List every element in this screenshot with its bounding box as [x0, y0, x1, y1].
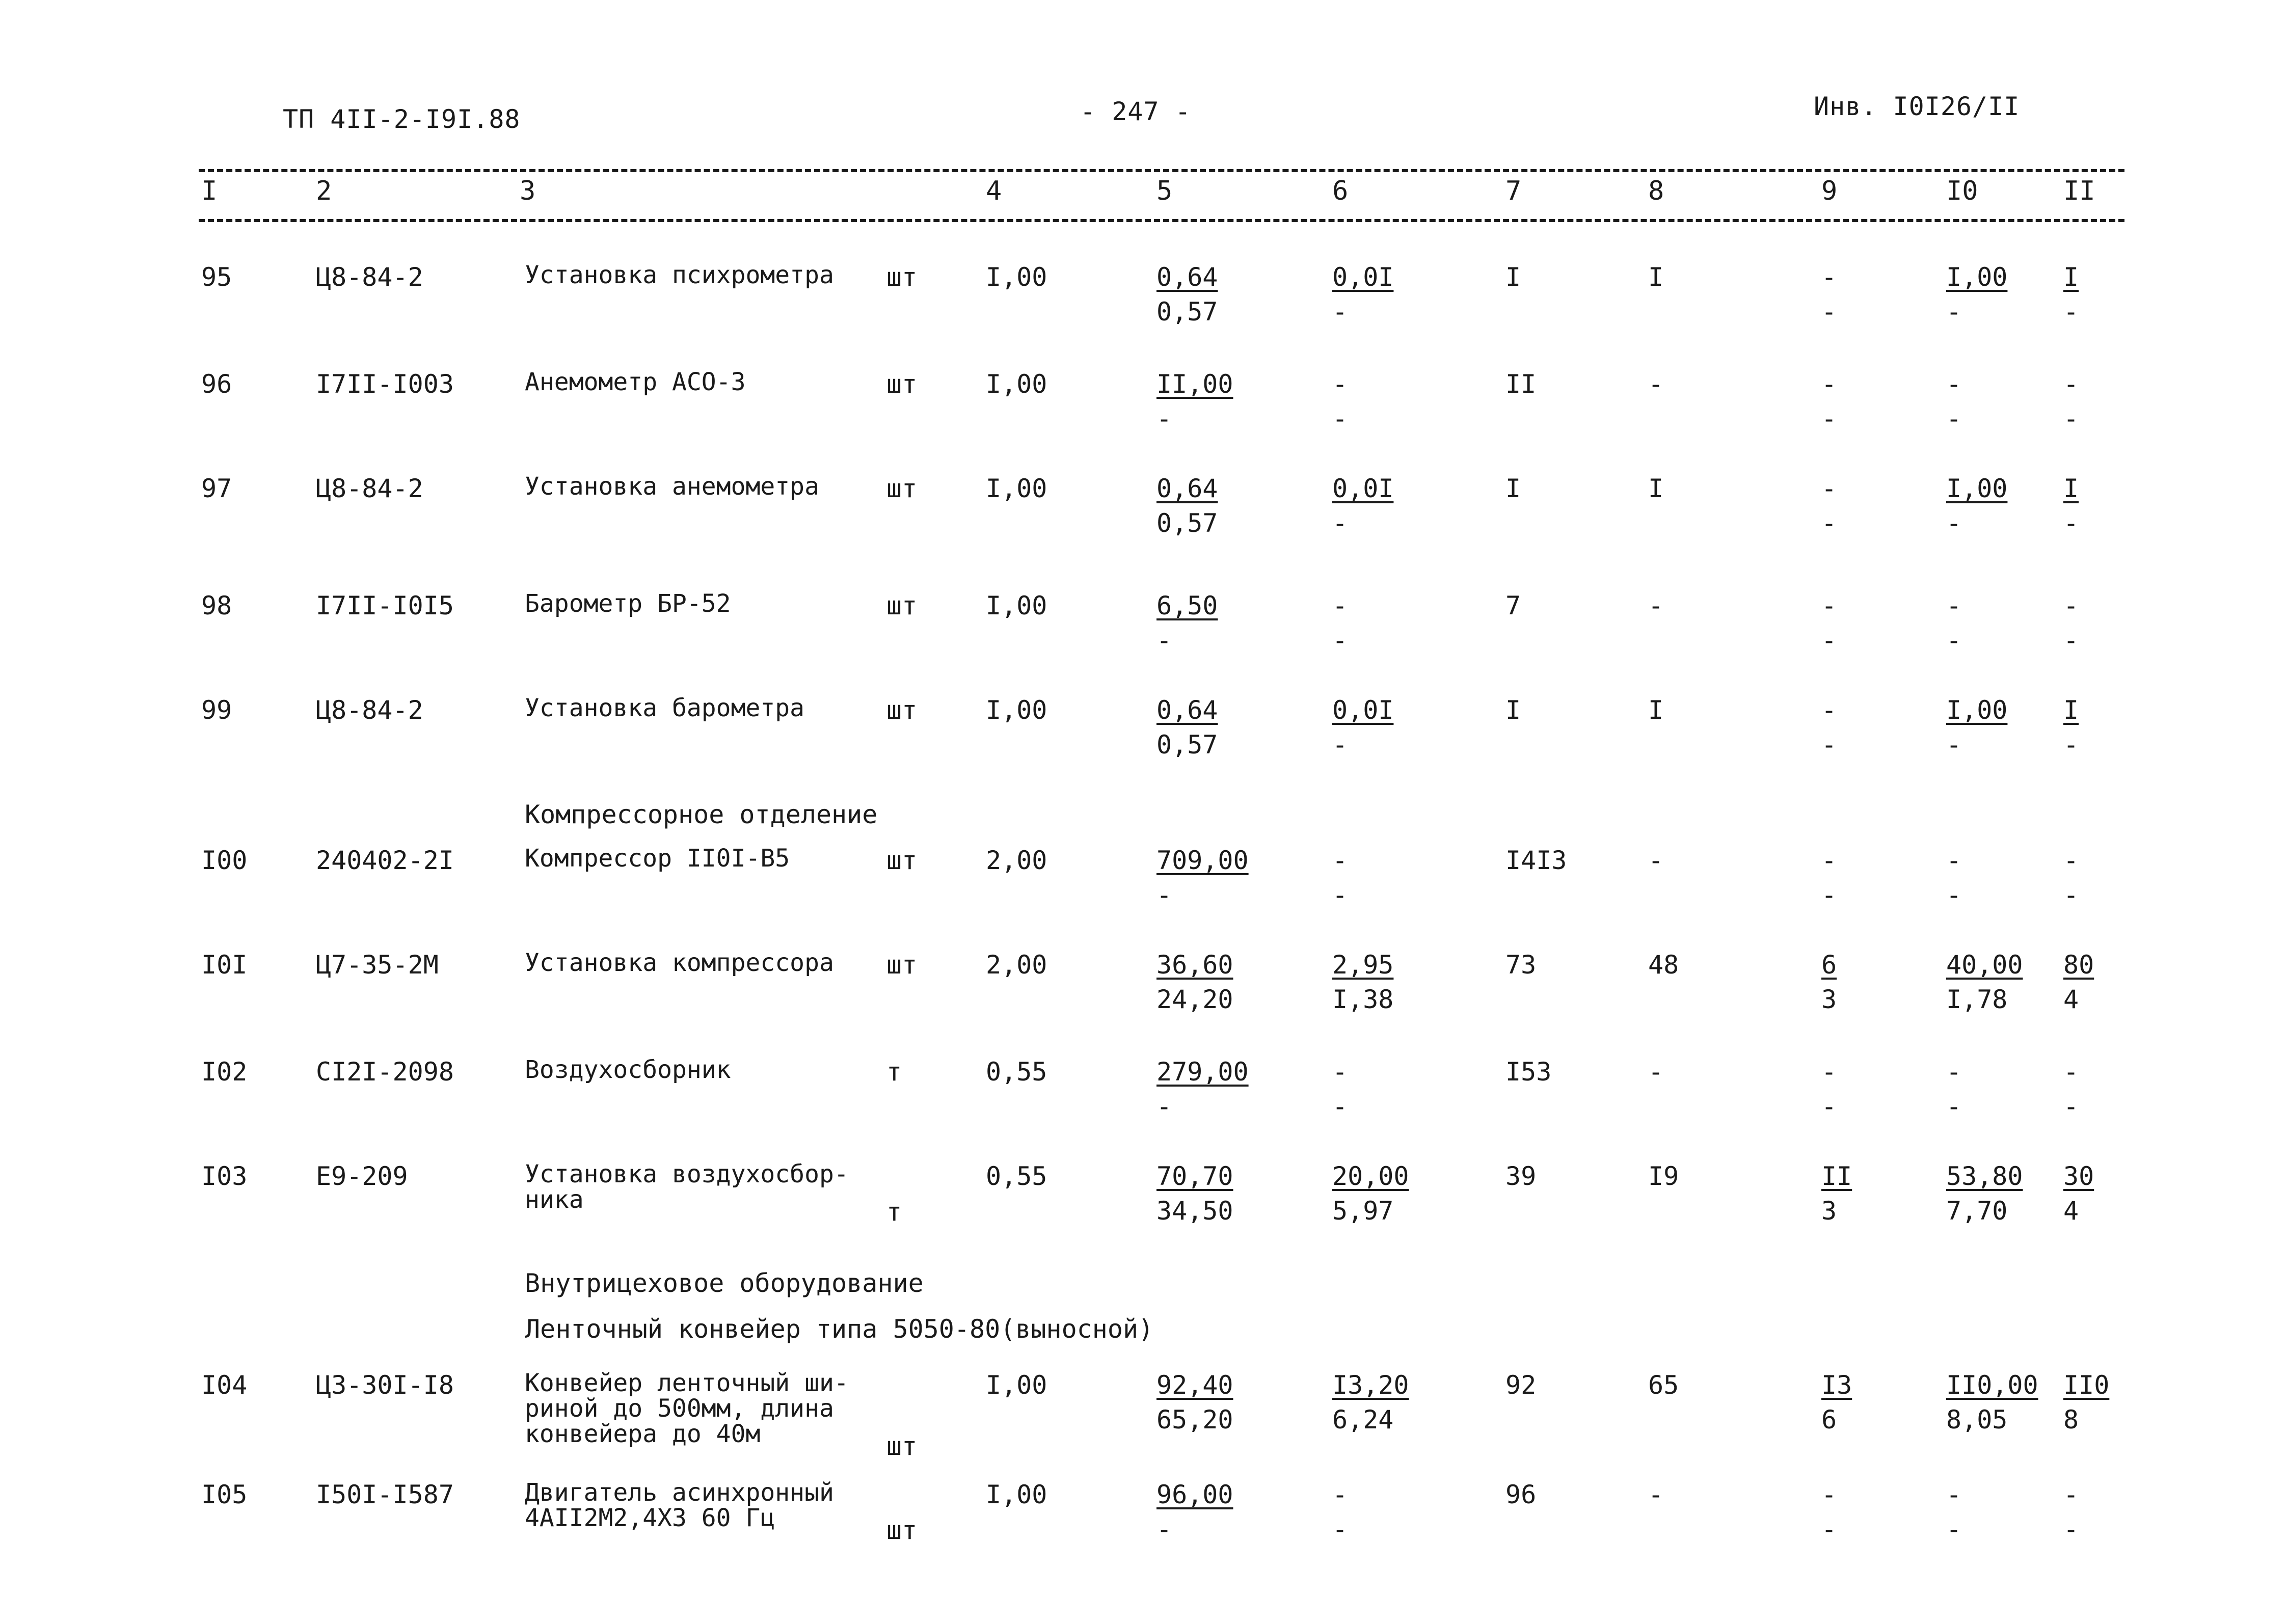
cell-col10-top: - — [1946, 591, 1962, 620]
cell-number: 98 — [201, 591, 232, 620]
cell-col5-bottom: 0,57 — [1156, 297, 1218, 327]
cell-col7: I — [1505, 262, 1521, 292]
cell-col9-bottom: - — [1821, 730, 1837, 760]
cell-description: Установка барометра — [525, 694, 805, 722]
cell-col8: 48 — [1648, 950, 1679, 980]
cell-col5-top: 6,50 — [1156, 591, 1218, 620]
table-row — [0, 474, 2287, 576]
cell-col8: I — [1648, 695, 1664, 725]
cell-code: Ц8-84-2 — [316, 262, 423, 292]
cell-col9-bottom: - — [1821, 626, 1837, 655]
cell-description: Установка компрессора — [525, 949, 834, 977]
cell-col7: II — [1505, 369, 1537, 399]
cell-code: I50I-I587 — [316, 1480, 454, 1509]
cell-col11-top: II0 — [2063, 1370, 2110, 1400]
table-top-rule — [199, 169, 2124, 172]
column-header: 3 — [520, 176, 536, 206]
cell-col6-top: 2,95 — [1332, 950, 1394, 980]
table-row — [0, 1370, 2287, 1472]
cell-col7: 39 — [1505, 1161, 1537, 1191]
page-number: - 247 - — [1080, 97, 1191, 126]
cell-col6-top: - — [1332, 369, 1348, 399]
cell-col10-top: I,00 — [1946, 474, 2008, 503]
cell-col6-top: I3,20 — [1332, 1370, 1409, 1400]
cell-col5-top: 279,00 — [1156, 1057, 1249, 1087]
cell-number: I03 — [201, 1161, 248, 1191]
cell-col9-top: II — [1821, 1161, 1852, 1191]
cell-col5-top: 0,64 — [1156, 695, 1218, 725]
column-header: II — [2063, 176, 2095, 206]
cell-col5-bottom: 34,50 — [1156, 1196, 1233, 1226]
cell-col6-bottom: - — [1332, 626, 1348, 655]
cell-number: I02 — [201, 1057, 248, 1087]
column-header: 7 — [1505, 176, 1522, 206]
table-row — [0, 1057, 2287, 1159]
cell-col8: - — [1648, 369, 1664, 399]
cell-unit: шт — [886, 950, 918, 980]
cell-col10-bottom: - — [1946, 730, 1962, 760]
column-header: 9 — [1821, 176, 1838, 206]
cell-col5-bottom: - — [1156, 626, 1172, 655]
cell-col9-bottom: - — [1821, 880, 1837, 910]
cell-col10-bottom: 7,70 — [1946, 1196, 2008, 1226]
cell-description: Компрессор II0I-В5 — [525, 844, 790, 873]
cell-code: Ц7-35-2М — [316, 950, 439, 980]
cell-number: I05 — [201, 1480, 248, 1509]
cell-col5-top: 96,00 — [1156, 1480, 1233, 1509]
cell-col9-top: - — [1821, 1480, 1837, 1509]
cell-col6-top: - — [1332, 591, 1348, 620]
cell-col9-bottom: - — [1821, 1092, 1837, 1121]
cell-col6-bottom: - — [1332, 730, 1348, 760]
cell-col11-bottom: - — [2063, 297, 2079, 327]
cell-col9-top: - — [1821, 1057, 1837, 1087]
cell-col11-top: I — [2063, 262, 2079, 292]
cell-unit: шт — [886, 369, 918, 399]
table-row — [0, 591, 2287, 693]
cell-col9-bottom: - — [1821, 404, 1837, 434]
cell-col6-top: - — [1332, 1057, 1348, 1087]
cell-col11-top: - — [2063, 591, 2079, 620]
cell-col6-bottom: - — [1332, 297, 1348, 327]
cell-col5-top: 36,60 — [1156, 950, 1233, 980]
cell-unit: шт — [886, 262, 918, 292]
cell-col9-top: - — [1821, 695, 1837, 725]
cell-unit: шт — [886, 695, 918, 725]
column-header: 8 — [1648, 176, 1664, 206]
section-heading-internal-equipment: Внутрицеховое оборудование — [525, 1268, 924, 1298]
cell-unit: шт — [886, 846, 918, 875]
cell-col9-bottom: - — [1821, 297, 1837, 327]
cell-col7: I — [1505, 695, 1521, 725]
cell-col5-top: 0,64 — [1156, 474, 1218, 503]
cell-col10-top: - — [1946, 1480, 1962, 1509]
cell-col8: I9 — [1648, 1161, 1679, 1191]
cell-col10-top: - — [1946, 846, 1962, 875]
cell-quantity: I,00 — [986, 369, 1047, 399]
cell-col9-bottom: 3 — [1821, 1196, 1837, 1226]
cell-code: Ц8-84-2 — [316, 695, 423, 725]
cell-col5-bottom: - — [1156, 880, 1172, 910]
cell-col10-bottom: - — [1946, 626, 1962, 655]
cell-code: Ц8-84-2 — [316, 474, 423, 503]
cell-col6-top: 0,0I — [1332, 474, 1394, 503]
cell-col7: I4I3 — [1505, 846, 1567, 875]
cell-unit: шт — [886, 474, 918, 503]
cell-col7: 96 — [1505, 1480, 1537, 1509]
cell-col7: 92 — [1505, 1370, 1537, 1400]
cell-number: 97 — [201, 474, 232, 503]
cell-col5-bottom: - — [1156, 1092, 1172, 1121]
section-heading-compressor: Компрессорное отделение — [525, 800, 878, 829]
column-header: 2 — [316, 176, 332, 206]
cell-col6-bottom: 6,24 — [1332, 1405, 1394, 1434]
cell-col6-bottom: - — [1332, 508, 1348, 538]
cell-col11-bottom: - — [2063, 730, 2079, 760]
table-row — [0, 1161, 2287, 1263]
table-row — [0, 950, 2287, 1052]
cell-col5-bottom: 24,20 — [1156, 985, 1233, 1014]
cell-number: 96 — [201, 369, 232, 399]
cell-col9-top: 6 — [1821, 950, 1837, 980]
cell-col11-top: 30 — [2063, 1161, 2094, 1191]
cell-col7: 7 — [1505, 591, 1521, 620]
cell-code: I7II-I003 — [316, 369, 454, 399]
cell-col7: I — [1505, 474, 1521, 503]
cell-col6-top: - — [1332, 1480, 1348, 1509]
cell-col6-bottom: - — [1332, 1514, 1348, 1544]
cell-col10-top: 40,00 — [1946, 950, 2023, 980]
cell-col10-bottom: - — [1946, 297, 1962, 327]
cell-col11-bottom: - — [2063, 880, 2079, 910]
cell-col11-bottom: - — [2063, 626, 2079, 655]
table-row — [0, 846, 2287, 948]
cell-quantity: I,00 — [986, 474, 1047, 503]
cell-col10-bottom: - — [1946, 1514, 1962, 1544]
cell-quantity: I,00 — [986, 1480, 1047, 1509]
cell-quantity: I,00 — [986, 591, 1047, 620]
cell-code: СI2I-2098 — [316, 1057, 454, 1087]
cell-col9-top: - — [1821, 369, 1837, 399]
table-row — [0, 695, 2287, 797]
cell-quantity: 0,55 — [986, 1161, 1047, 1191]
cell-col6-top: 20,00 — [1332, 1161, 1409, 1191]
cell-number: 95 — [201, 262, 232, 292]
cell-col11-top: - — [2063, 369, 2079, 399]
cell-col10-top: - — [1946, 1057, 1962, 1087]
cell-col8: - — [1648, 1480, 1664, 1509]
cell-col8: - — [1648, 591, 1664, 620]
cell-col10-top: - — [1946, 369, 1962, 399]
cell-col10-bottom: - — [1946, 404, 1962, 434]
cell-col9-bottom: 3 — [1821, 985, 1837, 1014]
cell-col11-top: - — [2063, 1480, 2079, 1509]
cell-code: 240402-2I — [316, 846, 454, 875]
cell-unit: т — [886, 1197, 902, 1227]
cell-col5-bottom: 0,57 — [1156, 508, 1218, 538]
cell-description: Установка анемометра — [525, 472, 819, 501]
cell-unit: шт — [886, 1431, 918, 1461]
cell-quantity: I,00 — [986, 262, 1047, 292]
cell-col11-top: - — [2063, 846, 2079, 875]
cell-col9-top: - — [1821, 262, 1837, 292]
cell-col6-bottom: - — [1332, 1092, 1348, 1121]
cell-quantity: 2,00 — [986, 950, 1047, 980]
cell-code: I7II-I0I5 — [316, 591, 454, 620]
cell-col8: 65 — [1648, 1370, 1679, 1400]
cell-col6-bottom: 5,97 — [1332, 1196, 1394, 1226]
section-heading-conveyor: Ленточный конвейер типа 5050-80(выносной) — [525, 1314, 1154, 1344]
cell-col5-top: II,00 — [1156, 369, 1233, 399]
cell-col10-top: I,00 — [1946, 262, 2008, 292]
cell-col6-bottom: - — [1332, 404, 1348, 434]
cell-col9-bottom: - — [1821, 1514, 1837, 1544]
cell-description: Установка воздухосбор- ника — [525, 1160, 849, 1214]
cell-number: I04 — [201, 1370, 248, 1400]
cell-col5-top: 70,70 — [1156, 1161, 1233, 1191]
cell-code: Е9-209 — [316, 1161, 408, 1191]
cell-col11-top: I — [2063, 474, 2079, 503]
table-row — [0, 1480, 2287, 1582]
cell-col5-bottom: - — [1156, 1514, 1172, 1544]
cell-col9-top: - — [1821, 591, 1837, 620]
column-header: 4 — [986, 176, 1002, 206]
cell-description: Конвейер ленточный ши- риной до 500мм, длина конвейера до 40м — [525, 1369, 849, 1448]
cell-col5-bottom: 65,20 — [1156, 1405, 1233, 1434]
cell-quantity: I,00 — [986, 1370, 1047, 1400]
table-row — [0, 262, 2287, 364]
cell-col11-bottom: - — [2063, 508, 2079, 538]
cell-col6-bottom: - — [1332, 880, 1348, 910]
cell-number: 99 — [201, 695, 232, 725]
column-header: I0 — [1946, 176, 1978, 206]
cell-col8: - — [1648, 846, 1664, 875]
cell-code: Ц3-30I-I8 — [316, 1370, 454, 1400]
cell-number: I0I — [201, 950, 248, 980]
cell-col11-bottom: - — [2063, 404, 2079, 434]
cell-col10-top: 53,80 — [1946, 1161, 2023, 1191]
column-header: 6 — [1332, 176, 1349, 206]
cell-col5-top: 0,64 — [1156, 262, 1218, 292]
column-header: I — [201, 176, 218, 206]
column-header: 5 — [1156, 176, 1173, 206]
cell-col6-top: 0,0I — [1332, 695, 1394, 725]
cell-col10-top: I,00 — [1946, 695, 2008, 725]
cell-col11-top: - — [2063, 1057, 2079, 1087]
cell-unit: шт — [886, 591, 918, 620]
cell-col8: I — [1648, 474, 1664, 503]
table-header-rule — [199, 219, 2124, 222]
inventory-number: Инв. I0I26/II — [1814, 92, 2020, 121]
cell-quantity: 0,55 — [986, 1057, 1047, 1087]
cell-col11-bottom: 8 — [2063, 1405, 2079, 1434]
cell-col11-top: I — [2063, 695, 2079, 725]
cell-col7: I53 — [1505, 1057, 1552, 1087]
cell-description: Анемометр АСО-3 — [525, 368, 746, 396]
cell-col7: 73 — [1505, 950, 1537, 980]
cell-col10-bottom: - — [1946, 880, 1962, 910]
cell-description: Воздухосборник — [525, 1055, 731, 1084]
cell-unit: шт — [886, 1515, 918, 1545]
cell-col9-bottom: - — [1821, 508, 1837, 538]
cell-col10-top: II0,00 — [1946, 1370, 2038, 1400]
cell-col10-bottom: - — [1946, 508, 1962, 538]
cell-col10-bottom: - — [1946, 1092, 1962, 1121]
cell-col8: I — [1648, 262, 1664, 292]
cell-col9-top: I3 — [1821, 1370, 1852, 1400]
cell-col6-bottom: I,38 — [1332, 985, 1394, 1014]
cell-col9-bottom: 6 — [1821, 1405, 1837, 1434]
cell-col10-bottom: 8,05 — [1946, 1405, 2008, 1434]
cell-col9-top: - — [1821, 474, 1837, 503]
cell-unit: т — [886, 1057, 902, 1087]
cell-col11-bottom: 4 — [2063, 1196, 2079, 1226]
cell-col9-top: - — [1821, 846, 1837, 875]
cell-col6-top: - — [1332, 846, 1348, 875]
cell-col10-bottom: I,78 — [1946, 985, 2008, 1014]
cell-description: Двигатель асинхронный 4АII2М2,4Х3 60 Гц — [525, 1478, 834, 1532]
cell-col11-bottom: 4 — [2063, 985, 2079, 1014]
cell-col5-top: 92,40 — [1156, 1370, 1233, 1400]
cell-quantity: I,00 — [986, 695, 1047, 725]
cell-quantity: 2,00 — [986, 846, 1047, 875]
cell-col11-top: 80 — [2063, 950, 2094, 980]
cell-number: I00 — [201, 846, 248, 875]
cell-col6-top: 0,0I — [1332, 262, 1394, 292]
cell-description: Барометр БР-52 — [525, 589, 731, 618]
cell-description: Установка психрометра — [525, 261, 834, 289]
cell-col11-bottom: - — [2063, 1092, 2079, 1121]
cell-col5-bottom: 0,57 — [1156, 730, 1218, 760]
cell-col8: - — [1648, 1057, 1664, 1087]
cell-col11-bottom: - — [2063, 1514, 2079, 1544]
table-row — [0, 369, 2287, 471]
document-code: ТП 4II-2-I9I.88 — [283, 104, 521, 134]
cell-col5-top: 709,00 — [1156, 846, 1249, 875]
cell-col5-bottom: - — [1156, 404, 1172, 434]
